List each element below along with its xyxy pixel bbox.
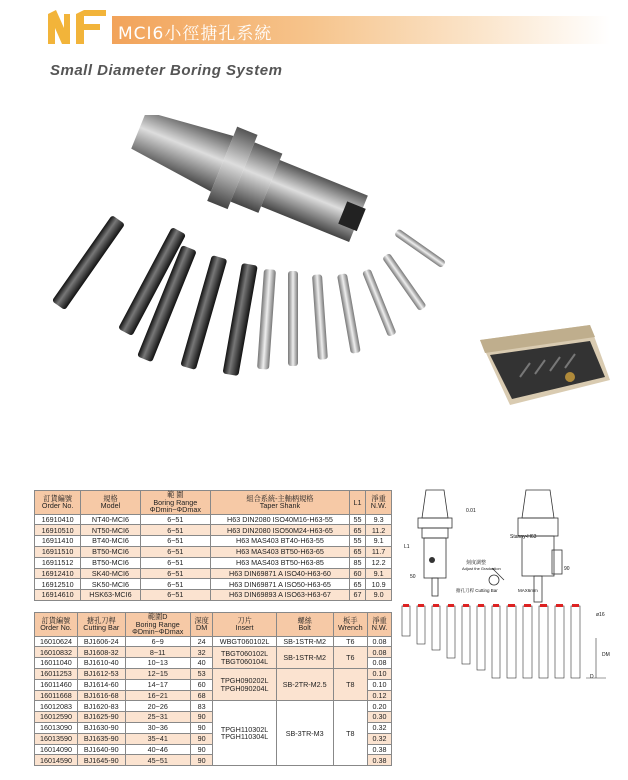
- cell: 0.38: [368, 755, 392, 766]
- cell: H63 DIN2080 ISO50M24-H63-65: [211, 525, 350, 536]
- cell: 6~9: [125, 636, 190, 647]
- product-photo: [50, 115, 610, 465]
- cell: H63 DIN69893 A ISO63-H63-67: [211, 590, 350, 601]
- header-en: L1: [353, 497, 362, 507]
- header-cn: 範圍D: [147, 612, 168, 621]
- cell: 16011668: [35, 690, 78, 701]
- table-row: [35, 536, 392, 547]
- cell: 16014090: [35, 744, 78, 755]
- insert-cell: [213, 647, 276, 669]
- cell: 16010832: [35, 647, 78, 658]
- header-cn: 範 圍: [167, 490, 184, 499]
- header-en: N.W.: [371, 623, 388, 633]
- cell: 14~17: [125, 679, 190, 690]
- header-en: Order No.: [40, 623, 72, 633]
- cell: 40~46: [125, 744, 190, 755]
- table-row: [35, 568, 392, 579]
- cell: 16013090: [35, 723, 78, 734]
- cell: 16911512: [35, 557, 81, 568]
- cell: 10~13: [125, 658, 190, 669]
- cell: 6~51: [140, 579, 210, 590]
- header-cn: 深度: [194, 615, 209, 625]
- bolt-cell: SB-2TR-M2.5: [276, 669, 333, 701]
- label-l1: L1: [404, 544, 410, 550]
- wrench-cell: T6: [333, 647, 367, 669]
- bolt-cell: SB-1STR-M2: [276, 636, 333, 647]
- cell: BJ1640-90: [77, 744, 125, 755]
- cell: H63 DIN69871 A ISO50-H63-65: [211, 579, 350, 590]
- cell: BT40-MCI6: [81, 536, 140, 547]
- header-en: Order No.: [41, 501, 74, 511]
- cell: 0.20: [368, 701, 392, 712]
- cell: 10.9: [366, 579, 392, 590]
- table-row: [35, 590, 392, 601]
- cell: 85: [349, 557, 365, 568]
- cell: H63 MAS403 BT50-H63-65: [211, 547, 350, 558]
- cell: HSK63-MCI6: [81, 590, 140, 601]
- cell: 9.3: [366, 514, 392, 525]
- cell: BJ1625-90: [77, 712, 125, 723]
- label-graduation-en: Adjust the Graduation: [462, 566, 501, 571]
- title-banner: [112, 16, 610, 44]
- header-sub: ΦDmin~ΦDmax: [149, 505, 201, 515]
- label-dim50: 50: [410, 574, 416, 580]
- col-wrench: [333, 613, 367, 637]
- insert-code: TBGT060102L: [221, 649, 269, 659]
- col-taper-shank: [211, 491, 350, 515]
- cell: 90: [190, 733, 213, 744]
- cell: H63 MAS403 BT40-H63-55: [211, 536, 350, 547]
- table-row: [35, 647, 392, 658]
- header-en: Taper Shank: [259, 501, 301, 511]
- cell: 16013590: [35, 733, 78, 744]
- cell: 6~51: [140, 547, 210, 558]
- label-cutting-bar: 搪孔刀桿 Cutting Bar: [456, 588, 498, 593]
- cell: 16912510: [35, 579, 81, 590]
- col-cutting-bar: [77, 613, 125, 637]
- header-sub: ΦDmin~ΦDmax: [132, 627, 184, 637]
- table-row: [35, 557, 392, 568]
- cell: 60: [349, 568, 365, 579]
- col-boring-range: [140, 491, 210, 515]
- cell: 0.08: [368, 636, 392, 647]
- cell: 9.0: [366, 590, 392, 601]
- header-cn: 刀片: [237, 615, 252, 625]
- label-d: D: [590, 674, 594, 680]
- col-order-no: [35, 491, 81, 515]
- insert-cell: [213, 636, 276, 647]
- wrench-cell: T6: [333, 636, 367, 647]
- cell: 12~15: [125, 669, 190, 680]
- cell: 40: [190, 658, 213, 669]
- cell: 24: [190, 636, 213, 647]
- cell: 6~51: [140, 536, 210, 547]
- cell: BT50-MCI6: [81, 547, 140, 558]
- label-graduation: 刻度調整: [466, 560, 487, 566]
- header-en: Boring Range: [153, 497, 198, 507]
- col-insert: [213, 613, 276, 637]
- cell: 45~51: [125, 755, 190, 766]
- cell: 65: [349, 525, 365, 536]
- cell: 35~41: [125, 733, 190, 744]
- cell: BJ1630-90: [77, 723, 125, 734]
- col-order-no: [35, 613, 78, 637]
- bolt-cell: SB-3TR-M3: [276, 701, 333, 766]
- label-d16: ø16: [596, 612, 605, 618]
- cell: 16910510: [35, 525, 81, 536]
- cell: 0.10: [368, 679, 392, 690]
- cell: SK50-MCI6: [81, 579, 140, 590]
- cell: 12.2: [366, 557, 392, 568]
- page-title: MCI6小徑搪孔系統: [118, 24, 273, 44]
- header-cn: 淨重: [371, 493, 386, 503]
- cell: 16912410: [35, 568, 81, 579]
- header-cn: 螺絲: [297, 615, 312, 625]
- label-precision: 0.01: [466, 508, 476, 514]
- cell: 11.7: [366, 547, 392, 558]
- header-cn: 組合系統-主軸柄規格: [246, 493, 314, 503]
- header-en: DM: [196, 623, 208, 633]
- cell: NT40-MCI6: [81, 514, 140, 525]
- cell: 32: [190, 647, 213, 658]
- label-dm: DM: [602, 652, 610, 658]
- col-weight: [368, 613, 392, 637]
- cutting-bar-table: [34, 612, 392, 766]
- header-cn: 訂貨編號: [41, 615, 71, 625]
- cell: H63 DIN69871 A ISO40-H63-60: [211, 568, 350, 579]
- cell: H63 DIN2080 ISO40M16-H63-55: [211, 514, 350, 525]
- label-dim90: 90: [564, 566, 570, 572]
- brand-logo: [46, 8, 110, 46]
- header-en: Model: [100, 501, 121, 511]
- cell: BJ1645-90: [77, 755, 125, 766]
- cell: 16014590: [35, 755, 78, 766]
- cell: 90: [190, 744, 213, 755]
- cell: 6~51: [140, 590, 210, 601]
- cell: 16012590: [35, 712, 78, 723]
- cell: 8~11: [125, 647, 190, 658]
- cell: 0.08: [368, 647, 392, 658]
- table-row: [35, 525, 392, 536]
- cell: 16012083: [35, 701, 78, 712]
- col-boring-range: [125, 613, 190, 637]
- cell: 68: [190, 690, 213, 701]
- cell: 16914610: [35, 590, 81, 601]
- cell: 0.08: [368, 658, 392, 669]
- cell: 6~51: [140, 568, 210, 579]
- cell: 55: [349, 514, 365, 525]
- cell: 11.2: [366, 525, 392, 536]
- cell: 9.1: [366, 568, 392, 579]
- table-row: [35, 669, 392, 680]
- cell: H63 MAS403 BT50-H63-85: [211, 557, 350, 568]
- header-en: Insert: [235, 623, 254, 633]
- insert-code: TPGH110304L: [220, 732, 269, 742]
- cell: 16910410: [35, 514, 81, 525]
- col-model: [81, 491, 140, 515]
- technical-drawing: [396, 488, 618, 768]
- insert-cell: [213, 701, 276, 766]
- col-bolt: [276, 613, 333, 637]
- cell: BJ1606-24: [77, 636, 125, 647]
- cell: SK40-MCI6: [81, 568, 140, 579]
- cell: 90: [190, 712, 213, 723]
- insert-code: TBGT060104L: [221, 656, 269, 666]
- header-en: Boring Range: [135, 619, 180, 629]
- col-l1: [349, 491, 365, 515]
- label-stanny: Stanny-H63: [510, 534, 537, 540]
- cell: BJ1608-32: [77, 647, 125, 658]
- cell: 9.1: [366, 536, 392, 547]
- cell: BJ1635-90: [77, 733, 125, 744]
- cell: 16~21: [125, 690, 190, 701]
- header-cn: 搪孔刀桿: [86, 615, 116, 625]
- cell: 16010624: [35, 636, 78, 647]
- cell: 67: [349, 590, 365, 601]
- header-cn: 規格: [103, 493, 118, 503]
- header-en: Bolt: [298, 623, 311, 633]
- cell: 0.32: [368, 723, 392, 734]
- cell: 55: [349, 536, 365, 547]
- cell: 0.38: [368, 744, 392, 755]
- table-row: [35, 636, 392, 647]
- table-row: [35, 701, 392, 712]
- header-cn: 訂貨編號: [43, 493, 73, 503]
- insert-code: TPGH110302L: [220, 724, 269, 734]
- cell: 25~31: [125, 712, 190, 723]
- header-en: Wrench: [338, 623, 363, 633]
- cell: BJ1616-68: [77, 690, 125, 701]
- cell: 16911410: [35, 536, 81, 547]
- cell: 20~26: [125, 701, 190, 712]
- header-en: Cutting Bar: [83, 623, 120, 633]
- col-weight: [366, 491, 392, 515]
- cell: 6~51: [140, 514, 210, 525]
- cell: 16911510: [35, 547, 81, 558]
- insert-cell: [213, 669, 276, 701]
- insert-code: TPGH090202L: [220, 676, 269, 686]
- cell: NT50-MCI6: [81, 525, 140, 536]
- cell: 0.10: [368, 669, 392, 680]
- table-row: [35, 579, 392, 590]
- cell: BJ1614-60: [77, 679, 125, 690]
- cell: 16011253: [35, 669, 78, 680]
- page-subtitle: Small Diameter Boring System: [50, 62, 283, 79]
- cell: BJ1620-83: [77, 701, 125, 712]
- cell: BJ1610-40: [77, 658, 125, 669]
- cell: 83: [190, 701, 213, 712]
- cell: 0.30: [368, 712, 392, 723]
- header-cn: 板手: [343, 615, 358, 625]
- header-en: N.W.: [370, 501, 387, 511]
- cell: 53: [190, 669, 213, 680]
- cell: BT50-MCI6: [81, 557, 140, 568]
- cell: 0.32: [368, 733, 392, 744]
- wrench-cell: T8: [333, 701, 367, 766]
- table-row: [35, 547, 392, 558]
- cell: 90: [190, 755, 213, 766]
- insert-code: TPGH090204L: [220, 683, 269, 693]
- label-max: MAX6mm: [518, 588, 538, 593]
- bolt-cell: SB-1STR-M2: [276, 647, 333, 669]
- cell: 90: [190, 723, 213, 734]
- wrench-cell: T8: [333, 669, 367, 701]
- cell: 16011040: [35, 658, 78, 669]
- insert-code: WBGT060102L: [219, 636, 270, 646]
- header-cn: 淨重: [372, 615, 387, 625]
- table-row: [35, 514, 392, 525]
- holder-table: [34, 490, 392, 601]
- cell: 60: [190, 679, 213, 690]
- cell: BJ1612-53: [77, 669, 125, 680]
- cell: 30~36: [125, 723, 190, 734]
- cell: 6~51: [140, 557, 210, 568]
- cell: 6~51: [140, 525, 210, 536]
- cell: 65: [349, 579, 365, 590]
- cell: 0.12: [368, 690, 392, 701]
- cell: 16011460: [35, 679, 78, 690]
- col-depth: [190, 613, 213, 637]
- cell: 65: [349, 547, 365, 558]
